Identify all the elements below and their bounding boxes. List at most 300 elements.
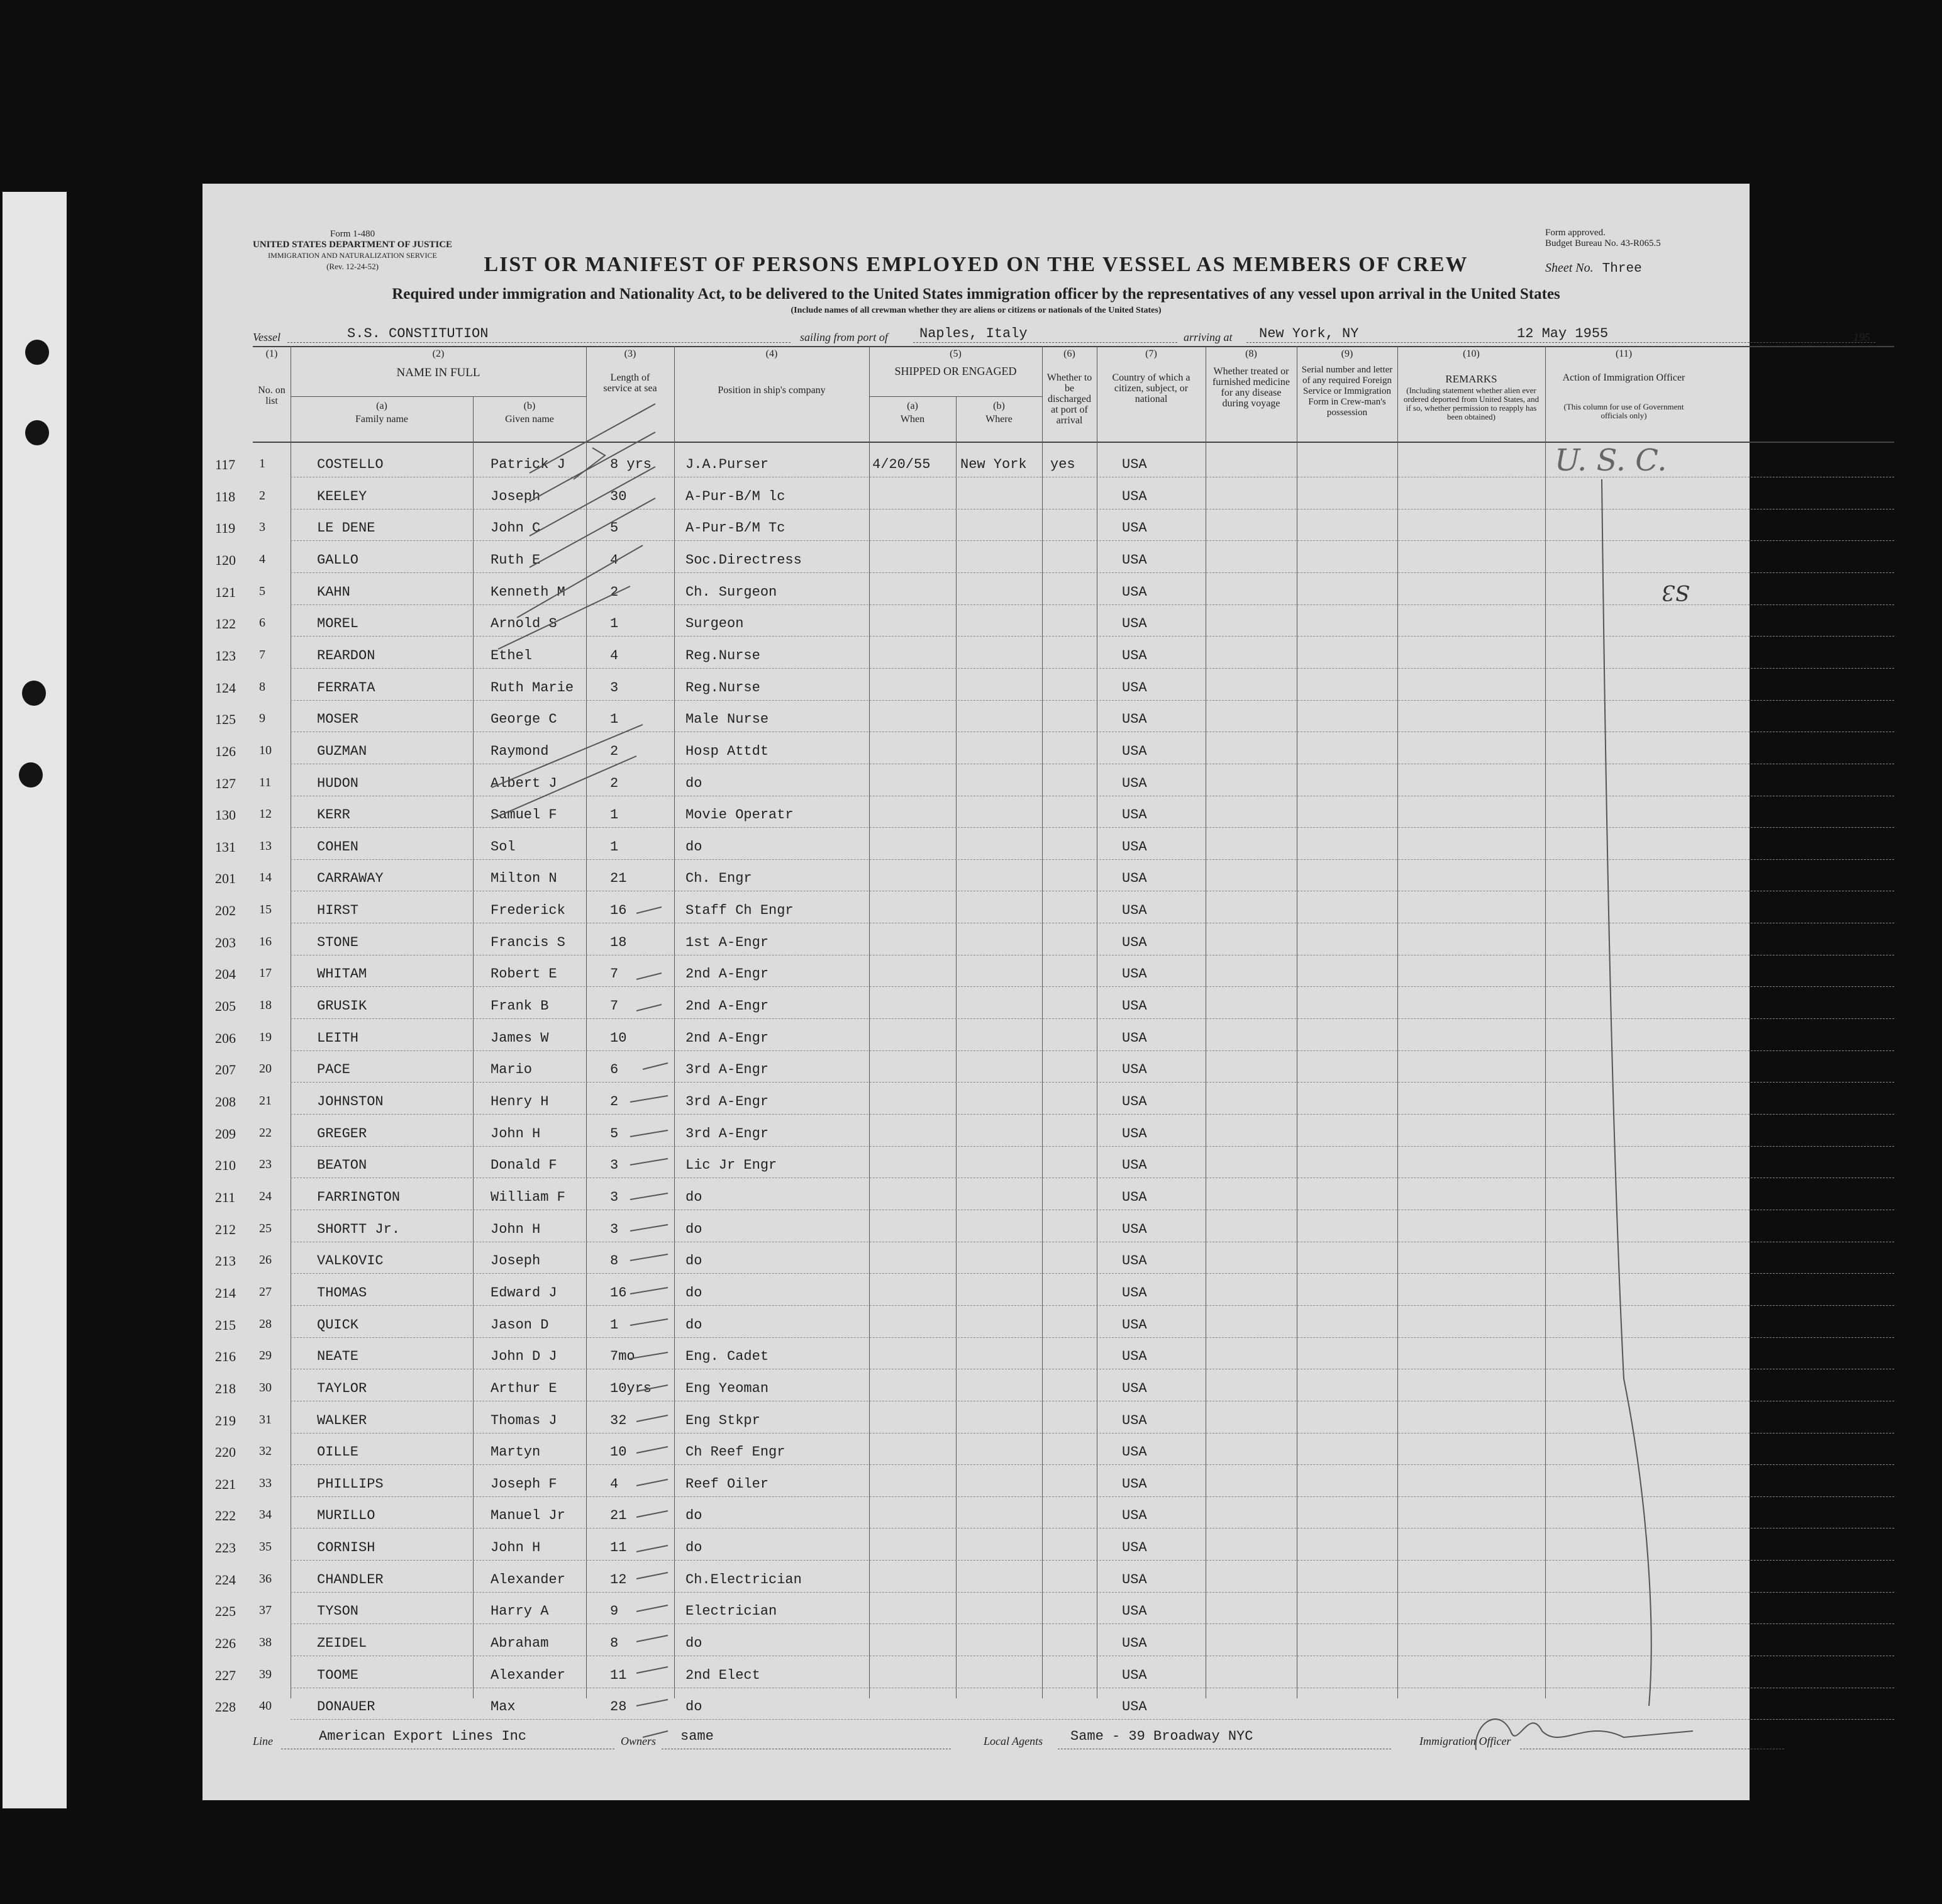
service-length-cell: 28: [610, 1699, 627, 1715]
row-margin-number: 223: [215, 1540, 236, 1556]
country-cell: USA: [1122, 871, 1147, 887]
col-given-name: Given name: [505, 414, 554, 425]
budget-bureau: Budget Bureau No. 43-R065.5: [1545, 238, 1661, 248]
country-cell: USA: [1122, 1412, 1147, 1428]
given-name-cell: Edward J: [491, 1284, 557, 1301]
position-cell: do: [685, 1508, 702, 1524]
position-cell: A-Pur-B/M Tc: [685, 520, 785, 537]
page-subtitle: Required under immigration and Nationality Act, to be delivered to the United States immigration officer by the representatives of any vessel upon arrival in the United States: [392, 286, 1560, 303]
service-length-cell: 1: [610, 838, 619, 855]
shipping-line: American Export Lines Inc: [319, 1729, 527, 1744]
row-number: 25: [259, 1221, 272, 1235]
row-margin-number: 226: [215, 1635, 236, 1652]
row-margin-number: 120: [215, 552, 236, 568]
shipped-where-cell: New York: [960, 457, 1027, 472]
family-name-cell: VALKOVIC: [317, 1253, 384, 1269]
revision: (Rev. 12-24-52): [326, 262, 379, 271]
position-cell: Eng. Cadet: [685, 1349, 769, 1365]
given-name-cell: Joseph F: [491, 1476, 557, 1492]
sheet-label: Sheet No.: [1545, 261, 1594, 275]
given-name-cell: Arnold S: [491, 616, 557, 632]
position-cell: Staff Ch Engr: [685, 903, 794, 919]
given-name-cell: Alexander: [491, 1571, 565, 1588]
given-name-cell: Patrick J: [491, 457, 565, 472]
position-cell: do: [685, 1317, 702, 1333]
agents-label: Local Agents: [984, 1735, 1043, 1747]
position-cell: Eng Yeoman: [685, 1380, 769, 1396]
row-number: 18: [259, 998, 272, 1013]
given-name-cell: Samuel F: [491, 807, 557, 823]
col-shipped-or-engaged: SHIPPED OR ENGAGED: [894, 365, 1017, 377]
form-approved: Form approved.: [1545, 228, 1606, 238]
service-length-cell: 3: [610, 1189, 619, 1205]
service-length-cell: 11: [610, 1667, 627, 1683]
family-name-cell: FERRATA: [317, 679, 375, 696]
position-cell: Ch Reef Engr: [685, 1444, 785, 1461]
position-cell: do: [685, 1284, 702, 1301]
row-number: 13: [259, 838, 272, 853]
family-name-cell: CHANDLER: [317, 1571, 384, 1588]
port-of-arrival: New York, NY: [1259, 326, 1359, 342]
position-cell: do: [685, 1699, 702, 1715]
given-name-cell: Alexander: [491, 1667, 565, 1683]
given-name-cell: Mario: [491, 1062, 533, 1078]
service-length-cell: 5: [610, 1125, 619, 1142]
row-margin-number: 214: [215, 1284, 236, 1301]
position-cell: Reef Oiler: [685, 1476, 769, 1492]
manifest-sheet: [203, 184, 1870, 1800]
col-2a-number: (a): [376, 401, 387, 411]
row-margin-number: 208: [215, 1094, 236, 1110]
service-length-cell: 8: [610, 1635, 619, 1652]
punch-hole: [19, 762, 43, 788]
row-margin-number: 209: [215, 1125, 236, 1142]
col-6-number: (6): [1063, 348, 1075, 359]
owners-value: same: [680, 1729, 714, 1744]
family-name-cell: GREGER: [317, 1125, 367, 1142]
row-number: 12: [259, 807, 272, 821]
col-9-number: (9): [1341, 348, 1353, 359]
row-margin-number: 212: [215, 1221, 236, 1237]
position-cell: Soc.Directress: [685, 552, 802, 568]
row-number: 29: [259, 1349, 272, 1363]
family-name-cell: TYSON: [317, 1603, 359, 1620]
family-name-cell: CORNISH: [317, 1540, 375, 1556]
row-number: 37: [259, 1603, 272, 1618]
family-name-cell: WALKER: [317, 1412, 367, 1428]
given-name-cell: John H: [491, 1125, 541, 1142]
given-name-cell: Jason D: [491, 1317, 549, 1333]
row-number: 35: [259, 1540, 272, 1554]
given-name-cell: Ethel: [491, 647, 533, 664]
service-length-cell: 7: [610, 966, 619, 983]
col-11-number: (11): [1615, 348, 1633, 359]
row-margin-number: 213: [215, 1253, 236, 1269]
row-number: 33: [259, 1476, 272, 1490]
family-name-cell: MURILLO: [317, 1508, 375, 1524]
given-name-cell: Max: [491, 1699, 516, 1715]
col-remarks: REMARKS: [1445, 373, 1497, 385]
family-name-cell: MOSER: [317, 711, 359, 728]
given-name-cell: Frederick: [491, 903, 565, 919]
given-name-cell: Abraham: [491, 1635, 549, 1652]
country-cell: USA: [1122, 1476, 1147, 1492]
service-length-cell: 18: [610, 934, 627, 950]
row-number: 22: [259, 1125, 272, 1140]
family-name-cell: COHEN: [317, 838, 359, 855]
family-name-cell: QUICK: [317, 1317, 359, 1333]
row-number: 4: [259, 552, 265, 566]
col-4-number: (4): [765, 348, 778, 359]
col-8-number: (8): [1245, 348, 1257, 359]
row-number: 16: [259, 934, 272, 949]
row-number: 31: [259, 1412, 272, 1427]
given-name-cell: Albert J: [491, 775, 557, 791]
family-name-cell: FARRINGTON: [317, 1189, 401, 1205]
handwritten-marks: [203, 184, 1750, 1800]
row-margin-number: 122: [215, 616, 236, 632]
service-length-cell: 16: [610, 1284, 627, 1301]
position-cell: do: [685, 1253, 702, 1269]
row-number: 39: [259, 1667, 272, 1681]
country-cell: USA: [1122, 743, 1147, 759]
given-name-cell: Milton N: [491, 871, 557, 887]
family-name-cell: ZEIDEL: [317, 1635, 367, 1652]
service: IMMIGRATION AND NATURALIZATION SERVICE: [268, 251, 437, 260]
position-cell: do: [685, 838, 702, 855]
country-cell: USA: [1122, 1571, 1147, 1588]
family-name-cell: KEELEY: [317, 488, 367, 504]
col-discharged: Whether to be discharged at port of arrival: [1046, 372, 1092, 426]
service-length-cell: 1: [610, 711, 619, 728]
country-cell: USA: [1122, 903, 1147, 919]
punch-hole: [25, 420, 49, 445]
row-number: 28: [259, 1317, 272, 1331]
row-margin-number: 227: [215, 1667, 236, 1683]
row-number: 10: [259, 743, 272, 757]
row-number: 11: [259, 775, 272, 789]
col-10-number: (10): [1463, 348, 1480, 359]
family-name-cell: JOHNSTON: [317, 1094, 384, 1110]
col-2b-number: (b): [523, 401, 536, 411]
row-margin-number: 126: [215, 743, 236, 759]
service-length-cell: 2: [610, 584, 619, 600]
position-cell: do: [685, 1635, 702, 1652]
position-cell: Ch. Surgeon: [685, 584, 777, 600]
given-name-cell: Manuel Jr: [491, 1508, 565, 1524]
service-length-cell: 9: [610, 1603, 619, 1620]
position-cell: 2nd Elect: [685, 1667, 760, 1683]
row-number: 15: [259, 903, 272, 917]
row-number: 1: [259, 457, 265, 470]
family-name-cell: TOOME: [317, 1667, 359, 1683]
col-officer-action-note: (This column for use of Government officials only): [1563, 402, 1684, 420]
sailing-label: sailing from port of: [800, 331, 888, 343]
row-margin-number: 201: [215, 871, 236, 887]
form-number: Form 1-480: [330, 229, 375, 239]
row-number: 2: [259, 488, 265, 503]
officer-label: Immigration Officer: [1419, 1735, 1511, 1747]
row-number: 30: [259, 1380, 272, 1395]
position-cell: do: [685, 1540, 702, 1556]
row-number: 7: [259, 647, 265, 662]
position-cell: 2nd A-Engr: [685, 966, 769, 983]
given-name-cell: Arthur E: [491, 1380, 557, 1396]
row-margin-number: 228: [215, 1699, 236, 1715]
row-margin-number: 220: [215, 1444, 236, 1461]
country-cell: USA: [1122, 679, 1147, 696]
position-cell: Movie Operatr: [685, 807, 794, 823]
position-cell: A-Pur-B/M lc: [685, 488, 785, 504]
punch-hole: [22, 681, 46, 706]
row-margin-number: 117: [215, 457, 236, 472]
uscg-annotation: U. S. C.: [1555, 443, 1667, 478]
given-name-cell: Harry A: [491, 1603, 549, 1620]
given-name-cell: John D J: [491, 1349, 557, 1365]
service-length-cell: 1: [610, 616, 619, 632]
col-5b-number: (b): [993, 401, 1005, 411]
service-length-cell: 4: [610, 1476, 619, 1492]
country-cell: USA: [1122, 1189, 1147, 1205]
family-name-cell: GRUSIK: [317, 998, 367, 1015]
given-name-cell: Ruth E: [491, 552, 541, 568]
given-name-cell: Francis S: [491, 934, 565, 950]
punch-hole: [25, 340, 49, 365]
col-5a-number: (a): [907, 401, 918, 411]
position-cell: Eng Stkpr: [685, 1412, 760, 1428]
row-number: 32: [259, 1444, 272, 1459]
service-length-cell: 3: [610, 1221, 619, 1237]
position-cell: Hosp Attdt: [685, 743, 769, 759]
position-cell: do: [685, 1189, 702, 1205]
position-cell: do: [685, 775, 702, 791]
position-cell: Reg.Nurse: [685, 679, 760, 696]
family-name-cell: OILLE: [317, 1444, 359, 1461]
service-length-cell: 30: [610, 488, 627, 504]
row-margin-number: 211: [215, 1189, 236, 1205]
given-name-cell: Kenneth M: [491, 584, 565, 600]
row-margin-number: 225: [215, 1603, 236, 1620]
row-number: 27: [259, 1284, 272, 1299]
given-name-cell: James W: [491, 1030, 549, 1046]
manifest-footer: [253, 1726, 1888, 1751]
country-cell: USA: [1122, 1062, 1147, 1078]
country-cell: USA: [1122, 1667, 1147, 1683]
country-cell: USA: [1122, 647, 1147, 664]
port-of-departure: Naples, Italy: [919, 326, 1028, 342]
row-margin-number: 215: [215, 1317, 236, 1333]
owners-label: Owners: [621, 1735, 657, 1747]
service-length-cell: 21: [610, 871, 627, 887]
given-name-cell: John H: [491, 1221, 541, 1237]
row-margin-number: 206: [215, 1030, 236, 1046]
row-margin-number: 210: [215, 1157, 236, 1174]
family-name-cell: MOREL: [317, 616, 359, 632]
row-margin-number: 219: [215, 1412, 236, 1428]
col-remarks-note: (Including statement whether alien ever ordered deported from United States, and if so, whether permission to reapply has been obtained): [1403, 386, 1540, 421]
service-length-cell: 1: [610, 807, 619, 823]
given-name-cell: George C: [491, 711, 557, 728]
col-length-of-service: Length of service at sea: [603, 372, 657, 394]
arriving-label: arriving at: [1184, 331, 1233, 343]
service-length-cell: 7: [610, 998, 619, 1015]
given-name-cell: Thomas J: [491, 1412, 557, 1428]
position-cell: 3rd A-Engr: [685, 1094, 769, 1110]
service-length-cell: 5: [610, 520, 619, 537]
country-cell: USA: [1122, 1317, 1147, 1333]
country-cell: USA: [1122, 1349, 1147, 1365]
service-length-cell: 10yrs: [610, 1380, 652, 1396]
country-cell: USA: [1122, 616, 1147, 632]
family-name-cell: HIRST: [317, 903, 359, 919]
page-title: LIST OR MANIFEST OF PERSONS EMPLOYED ON THE VESSEL AS MEMBERS OF CREW: [484, 253, 1468, 276]
country-cell: USA: [1122, 775, 1147, 791]
family-name-cell: CARRAWAY: [317, 871, 384, 887]
position-cell: Reg.Nurse: [685, 647, 760, 664]
family-name-cell: TAYLOR: [317, 1380, 367, 1396]
row-number: 26: [259, 1253, 272, 1267]
row-number: 14: [259, 871, 272, 885]
line-label: Line: [253, 1735, 274, 1747]
col-where: Where: [985, 414, 1013, 425]
row-margin-number: 218: [215, 1380, 236, 1396]
page-subnote: (Include names of all crewman whether they are aliens or citizens or nationals of the United States): [791, 306, 1162, 315]
row-number: 21: [259, 1094, 272, 1108]
service-length-cell: 12: [610, 1571, 627, 1588]
row-margin-number: 222: [215, 1508, 236, 1524]
service-length-cell: 2: [610, 1094, 619, 1110]
row-number: 40: [259, 1699, 272, 1713]
shipped-when-cell: 4/20/55: [872, 457, 931, 472]
country-cell: USA: [1122, 1699, 1147, 1715]
family-name-cell: BEATON: [317, 1157, 367, 1174]
country-cell: USA: [1122, 520, 1147, 537]
country-cell: USA: [1122, 488, 1147, 504]
family-name-cell: REARDON: [317, 647, 375, 664]
position-cell: do: [685, 1221, 702, 1237]
country-cell: USA: [1122, 1284, 1147, 1301]
row-number: 23: [259, 1157, 272, 1172]
family-name-cell: COSTELLO: [317, 457, 384, 472]
country-cell: USA: [1122, 1444, 1147, 1461]
given-name-cell: John H: [491, 1540, 541, 1556]
country-cell: USA: [1122, 457, 1147, 472]
row-margin-number: 121: [215, 584, 236, 600]
service-length-cell: 2: [610, 775, 619, 791]
row-margin-number: 127: [215, 775, 236, 791]
country-cell: USA: [1122, 711, 1147, 728]
service-length-cell: 4: [610, 552, 619, 568]
family-name-cell: NEATE: [317, 1349, 359, 1365]
row-margin-number: 205: [215, 998, 236, 1015]
family-name-cell: GUZMAN: [317, 743, 367, 759]
col-7-number: (7): [1145, 348, 1157, 359]
family-name-cell: PACE: [317, 1062, 350, 1078]
year-suffix: 195: [1853, 331, 1870, 343]
col-5-number: (5): [950, 348, 962, 359]
family-name-cell: KAHN: [317, 584, 350, 600]
col-3-number: (3): [624, 348, 636, 359]
position-cell: Ch. Engr: [685, 871, 752, 887]
row-number: 36: [259, 1571, 272, 1586]
col-name-in-full: NAME IN FULL: [396, 366, 480, 379]
given-name-cell: John C: [491, 520, 541, 537]
family-name-cell: PHILLIPS: [317, 1476, 384, 1492]
family-name-cell: LE DENE: [317, 520, 375, 537]
country-cell: USA: [1122, 1157, 1147, 1174]
col-medical-treatment: Whether treated or furnished medicine for any disease during voyage: [1212, 366, 1290, 409]
row-number: 9: [259, 711, 265, 726]
position-cell: Electrician: [685, 1603, 777, 1620]
service-length-cell: 32: [610, 1412, 627, 1428]
agents-value: Same - 39 Broadway NYC: [1070, 1729, 1253, 1744]
side-mark: S3: [1662, 580, 1690, 605]
col-country: Country of which a citizen, subject, or national: [1112, 372, 1190, 404]
col-when: When: [900, 414, 925, 425]
position-cell: 2nd A-Engr: [685, 1030, 769, 1046]
service-length-cell: 3: [610, 679, 619, 696]
country-cell: USA: [1122, 1635, 1147, 1652]
country-cell: USA: [1122, 1380, 1147, 1396]
country-cell: USA: [1122, 1125, 1147, 1142]
row-number: 19: [259, 1030, 272, 1044]
vessel-name: S.S. CONSTITUTION: [347, 326, 489, 342]
country-cell: USA: [1122, 1603, 1147, 1620]
vessel-label: Vessel: [253, 331, 280, 343]
row-number: 3: [259, 520, 265, 535]
row-margin-number: 202: [215, 903, 236, 919]
row-margin-number: 204: [215, 966, 236, 983]
given-name-cell: Robert E: [491, 966, 557, 983]
given-name-cell: Donald F: [491, 1157, 557, 1174]
position-cell: Male Nurse: [685, 711, 769, 728]
country-cell: USA: [1122, 807, 1147, 823]
col-no-on-list: No. on list: [258, 385, 286, 406]
country-cell: USA: [1122, 1540, 1147, 1556]
family-name-cell: STONE: [317, 934, 359, 950]
country-cell: USA: [1122, 934, 1147, 950]
row-number: 6: [259, 616, 265, 630]
row-margin-number: 125: [215, 711, 236, 728]
service-length-cell: 10: [610, 1444, 627, 1461]
position-cell: 2nd A-Engr: [685, 998, 769, 1015]
service-length-cell: 21: [610, 1508, 627, 1524]
position-cell: 1st A-Engr: [685, 934, 769, 950]
country-cell: USA: [1122, 838, 1147, 855]
family-name-cell: KERR: [317, 807, 350, 823]
country-cell: USA: [1122, 552, 1147, 568]
department: UNITED STATES DEPARTMENT OF JUSTICE: [253, 240, 453, 250]
row-margin-number: 123: [215, 647, 236, 664]
country-cell: USA: [1122, 584, 1147, 600]
col-position: Position in ship's company: [718, 385, 826, 396]
family-name-cell: HUDON: [317, 775, 359, 791]
col-family-name: Family name: [355, 414, 408, 425]
service-length-cell: 6: [610, 1062, 619, 1078]
row-number: 24: [259, 1189, 272, 1203]
family-name-cell: LEITH: [317, 1030, 359, 1046]
row-margin-number: 216: [215, 1349, 236, 1365]
country-cell: USA: [1122, 1508, 1147, 1524]
country-cell: USA: [1122, 1030, 1147, 1046]
sheet-value: Three: [1602, 262, 1642, 276]
row-number: 20: [259, 1062, 272, 1076]
row-margin-number: 224: [215, 1571, 236, 1588]
row-number: 34: [259, 1508, 272, 1522]
service-length-cell: 7mo: [610, 1349, 635, 1365]
row-number: 5: [259, 584, 265, 598]
service-length-cell: 2: [610, 743, 619, 759]
